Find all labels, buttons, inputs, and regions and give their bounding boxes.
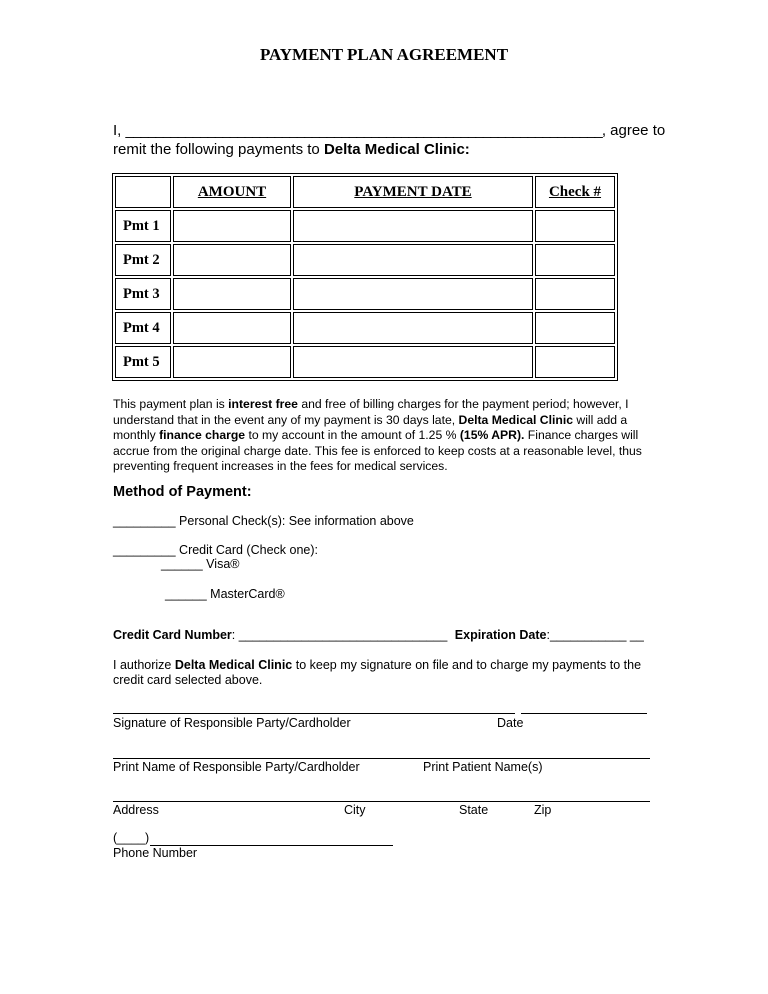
- date-label: Date: [497, 716, 524, 730]
- terms-bold: Delta Medical Clinic: [458, 412, 573, 427]
- zip-label: Zip: [534, 803, 552, 817]
- credit-card-option[interactable]: _________ Credit Card (Check one):: [113, 543, 318, 557]
- terms-text: Finance charges will accrue from the original charge date. This fee is enforced to keep costs at a reasonable level, thus preventing frequent increases in the fees for medical services.: [113, 428, 642, 473]
- amount-cell[interactable]: [173, 346, 291, 378]
- method-heading: Method of Payment:: [113, 484, 252, 500]
- intro-line-2: [113, 141, 470, 158]
- table-row: [115, 312, 615, 344]
- row-label: Pmt 2: [115, 244, 171, 276]
- check-number-cell[interactable]: [535, 278, 615, 310]
- authorize-line-1: [113, 658, 641, 672]
- terms-bold: finance charge: [159, 428, 246, 442]
- payment-date-cell[interactable]: [293, 244, 533, 276]
- amount-cell[interactable]: [173, 244, 291, 276]
- table-row: [115, 244, 615, 276]
- address-line[interactable]: [113, 801, 650, 802]
- name-blank[interactable]: ________________________________________________________________: [125, 122, 602, 139]
- header-amount: AMOUNT: [173, 176, 291, 208]
- intro-line2-prefix: remit the following payments to: [113, 141, 324, 158]
- authorize-line-2: credit card selected above.: [113, 673, 263, 687]
- terms-text: to my account in the amount of 1.25 %: [245, 428, 460, 442]
- terms-bold: (15% APR).: [459, 428, 525, 442]
- row-label: Pmt 5: [115, 346, 171, 378]
- terms-text: and free of billing charges for the payment period; however, I understand that in the event any of my payment is 30 days late,: [113, 397, 629, 427]
- payment-date-cell[interactable]: [293, 210, 533, 242]
- terms-text: will add a monthly: [113, 412, 628, 442]
- page-title: PAYMENT PLAN AGREEMENT: [259, 45, 509, 64]
- row-label: Pmt 3: [115, 278, 171, 310]
- table-row: [115, 346, 615, 378]
- terms-text: This payment plan is: [113, 397, 229, 411]
- table-row: [115, 210, 615, 242]
- card-number-label: Credit Card Number: [113, 628, 232, 642]
- clinic-name: Delta Medical Clinic:: [323, 141, 470, 158]
- visa-option[interactable]: ______ Visa®: [161, 557, 240, 571]
- authorize-text: to keep my signature on file and to charge my payments to the: [292, 658, 642, 672]
- intro-prefix: I,: [113, 122, 122, 139]
- check-number-cell[interactable]: [535, 312, 615, 344]
- print-name-label: Print Name of Responsible Party/Cardholder: [113, 760, 360, 774]
- payment-date-cell[interactable]: [293, 346, 533, 378]
- intro-suffix: , agree to: [601, 122, 666, 139]
- payments-table: [112, 173, 618, 381]
- personal-check-option[interactable]: _________ Personal Check(s): See information above: [113, 514, 414, 528]
- table-row: [115, 278, 615, 310]
- card-line: [113, 628, 644, 642]
- print-name-line[interactable]: [113, 758, 650, 759]
- check-number-cell[interactable]: [535, 346, 615, 378]
- row-label: Pmt 1: [115, 210, 171, 242]
- expiration-field[interactable]: :___________ __: [546, 628, 644, 642]
- card-number-field[interactable]: : ______________________________: [231, 628, 448, 642]
- phone-label: Phone Number: [113, 846, 198, 860]
- authorize-text: I authorize: [113, 658, 175, 672]
- city-label: City: [344, 803, 366, 817]
- date-line[interactable]: [521, 713, 647, 714]
- check-number-cell[interactable]: [535, 244, 615, 276]
- phone-area-code[interactable]: (____): [113, 831, 150, 845]
- signature-label: Signature of Responsible Party/Cardholder: [113, 716, 351, 730]
- header-check-number: Check #: [535, 176, 615, 208]
- signature-line[interactable]: [113, 713, 515, 714]
- patient-name-label: Print Patient Name(s): [423, 760, 543, 774]
- terms-bold: interest free: [228, 397, 298, 411]
- mastercard-option[interactable]: ______ MasterCard®: [165, 587, 285, 601]
- amount-cell[interactable]: [173, 278, 291, 310]
- intro-line-1: [113, 122, 665, 139]
- check-number-cell[interactable]: [535, 210, 615, 242]
- payment-date-cell[interactable]: [293, 312, 533, 344]
- terms-paragraph: [113, 397, 658, 475]
- amount-cell[interactable]: [173, 210, 291, 242]
- header-blank: [115, 176, 171, 208]
- table-header-row: [115, 176, 615, 208]
- payment-date-cell[interactable]: [293, 278, 533, 310]
- expiration-label: Expiration Date: [454, 628, 547, 642]
- state-label: State: [459, 803, 489, 817]
- address-label: Address: [113, 803, 159, 817]
- authorize-clinic: Delta Medical Clinic: [174, 658, 293, 672]
- header-payment-date: PAYMENT DATE: [293, 176, 533, 208]
- amount-cell[interactable]: [173, 312, 291, 344]
- row-label: Pmt 4: [115, 312, 171, 344]
